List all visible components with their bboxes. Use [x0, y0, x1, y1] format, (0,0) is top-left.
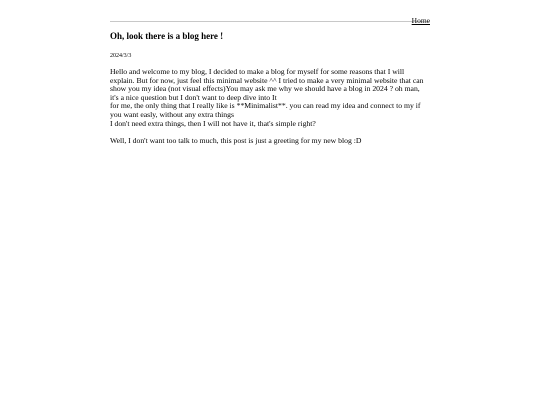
post-paragraph-greeting: Well, I don't want too talk to much, this post is just a greeting for my new blog :D	[110, 135, 362, 145]
home-link[interactable]: Home	[411, 16, 430, 25]
post-paragraph-extra-things: I don't need extra things, then I will not have it, that's simple right?	[110, 118, 316, 128]
top-nav	[110, 10, 430, 25]
post-paragraph-intro: Hello and welcome to my blog, I decided to make a blog for myself for some reasons that I will explain. But for now, just feel this minimal website ^^ I tried to make a very minimal website that can show you my idea (not visual effects)You may ask me why we should have a blog in 2024 ? oh man, it's a nice question but I don't want to deep dive into It	[110, 67, 424, 102]
blog-post	[110, 31, 430, 145]
post-paragraph-minimalist: for me, the only thing that I really like is **Minimalist**. you can read my idea and connect to my if you want easly, without any extra things	[110, 101, 421, 119]
post-title: Oh, look there is a blog here !	[110, 31, 224, 41]
post-date: 2024/3/3	[110, 53, 132, 59]
page	[110, 0, 430, 145]
post-body	[110, 68, 430, 145]
